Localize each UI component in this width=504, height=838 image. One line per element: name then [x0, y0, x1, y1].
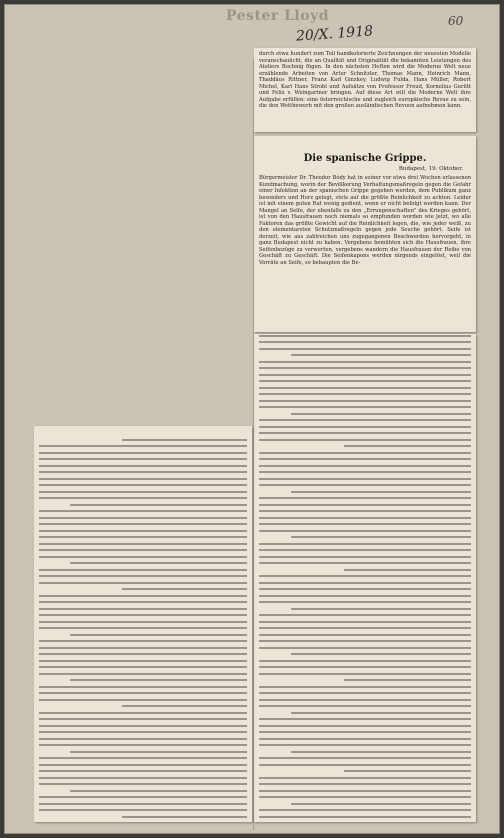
clipping-inverted-left	[34, 426, 252, 822]
clipping-inverted-right	[254, 334, 476, 822]
clipping-intro	[254, 48, 476, 132]
intro-text: durch etwa hundert zum Teil handkolorierte Zeichnungen der neuesten Modelle veranschaulicht, die an Qualität und Originalität die bekannten Leistungen des Ateliers Bochnig fügen. In den nächsten Heften wird die Moderne Welt neue erzählende Arbeiten von Artur Schnitzler, Thomas Mann, Heinrich Mann, Thaddäus Rittner, Franz Karl Ginzkey, Ludwig Fulda, Hans Müller, Robert Michel, Karl Hans Strobl und Aufsätze von Professor Freud, Kornelius Gurlitt und Felix v. Weingartner bringen. Auf diese Art will die Moderne Welt ihre Aufgabe erfüllen: eine österreichische und zugleich europäische Revue zu sein, die den Wettbewerb mit den großen ausländischen Revuen aufnehmen kann.	[259, 51, 471, 109]
inverted-text-block-left	[39, 430, 247, 818]
handwritten-page-number: 60	[448, 14, 464, 28]
clipping-article	[254, 136, 476, 332]
masthead-stamp: Pester Lloyd	[226, 8, 329, 24]
inverted-text-block	[259, 338, 471, 818]
handwritten-date: 20/X. 1918	[295, 23, 374, 45]
article-headline: Die spanische Grippe.	[303, 153, 427, 164]
article-dateline: Budapest, 19. Oktober.	[398, 166, 463, 172]
article-body: Bürgermeister Dr. Theodor Bódy hat in seiner vor etwa drei Wochen erlassenen Kundmachung, worin der Bevölkerung Verhaltungsmaßregeln gegen die Gefahr einer Infektion an der spanischen Grippe gegeben werden, dem Publikum ganz besonders und Herz gelegt, stets auf die größte Reinlichkeit zu achten. Leider ist mit einem guten Rat wenig gedient, wenn er nicht befolgt werden kann. Der Mangel an Seife, der ebenfalls zu den „Errungenschaften" des Krieges gehört, ist von den Hausfrauen noch niemals so empfunden worden wie jetzt, wo alle Faktoren das größte Gewicht auf die Reinlichkeit legen, die, wie jeder weiß, zu den elementarsten Schutzmaßregeln gegen jede Seuche gehört. Seife ist derzeit, wie aus zahlreichen uns zugegangenen Beschwerden hervorgeht, in ganz Budapest nicht zu haben. Vergebens bemühten sich die Hausfrauen, ihre Seifenbezüge zu verwerten, vergebens wandern die Hausfrauen der Reihe von Geschäft zu Geschäft. Die Seifenkupons werden nirgends eingelöst, weil die Vorräte an Seife, so behaupten die Be-	[259, 175, 471, 266]
